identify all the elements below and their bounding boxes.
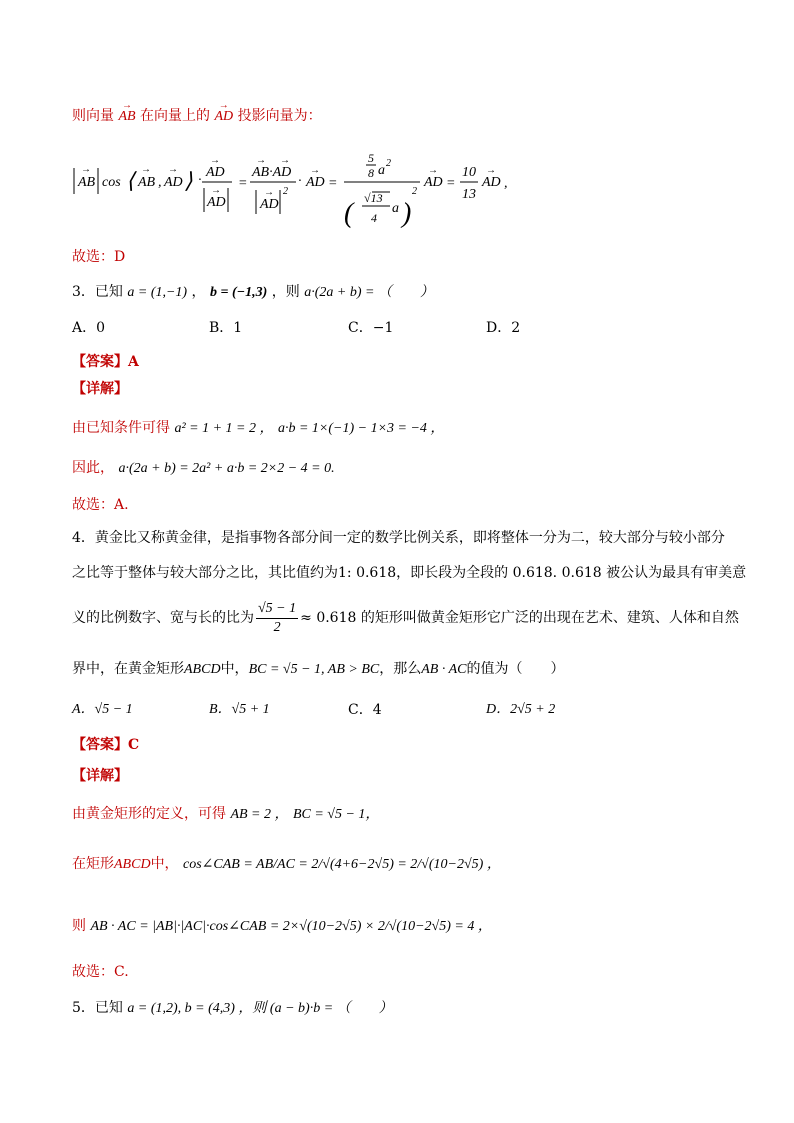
- svg-text:,: ,: [158, 175, 162, 190]
- q3-sol2-math: a·(2a + b) = 2a² + a·b = 2×2 − 4 = 0.: [118, 461, 335, 476]
- q4-answer: 【答案】C: [72, 737, 140, 753]
- q5-expression: a = (1,2), b = (4,3) ，则 (a − b)·b = （ ）: [127, 1001, 393, 1016]
- intro-text: 则向量: [72, 108, 114, 124]
- q4-line-4: [72, 659, 564, 680]
- projection-formula-svg: [72, 150, 532, 234]
- q4-line4-text-a: 界中，在黄金矩形: [72, 661, 184, 677]
- svg-text:AD: AD: [424, 175, 443, 190]
- q3-a-vector: a = (1,−1): [127, 285, 188, 300]
- svg-text:a: a: [392, 201, 399, 216]
- q4-line4-text-c: 中，: [220, 661, 249, 677]
- svg-text:AD: AD: [207, 195, 226, 210]
- q3-option-c: C．−1: [348, 320, 394, 336]
- q4-line4-rect: ABCD: [184, 662, 221, 677]
- svg-text:AD: AD: [306, 175, 325, 190]
- q3-stem: 3．已知 a = (1,−1) ， b = (−1,3) ，则 a·(2a + b) = （ ）: [72, 284, 434, 300]
- svg-text:→: →: [256, 155, 266, 166]
- q5-stem-label: 5．已知: [72, 1000, 123, 1016]
- svg-text:13: 13: [462, 187, 476, 202]
- q4-line3-text-a: 义的比例数字、宽与长的比为: [72, 610, 254, 626]
- q4-sol2-text-a: 在矩形: [72, 856, 114, 872]
- svg-text:⟨: ⟨: [126, 168, 135, 193]
- choice-d: 故选：D: [72, 249, 126, 265]
- q4-option-c: C．4: [348, 702, 382, 718]
- svg-text:√13: √13: [364, 191, 383, 205]
- svg-text:AD: AD: [164, 175, 183, 190]
- q3-sol1-math-a: a² = 1 + 1 = 2 ，: [174, 421, 274, 436]
- svg-text:AD: AD: [260, 197, 279, 212]
- svg-text:=: =: [446, 176, 456, 191]
- intro-end-text: 投影向量为：: [237, 108, 322, 124]
- fraction-numerator: √5 − 1: [256, 600, 298, 619]
- svg-text:⟩: ⟩: [184, 168, 193, 193]
- intro-mid-text: 在向量上的: [140, 108, 211, 124]
- svg-text:5: 5: [368, 151, 374, 165]
- q4-line4-text-e: ，那么: [379, 661, 422, 677]
- golden-ratio-fraction: [256, 600, 298, 637]
- q3-option-d: D．2: [486, 320, 521, 336]
- q3-stem-label: 3．已知: [72, 284, 123, 300]
- q4-sol2-rect: ABCD: [114, 857, 151, 872]
- svg-text:AB: AB: [78, 175, 96, 190]
- svg-text:AB: AB: [138, 175, 156, 190]
- q4-detail-heading: 【详解】: [72, 768, 128, 784]
- q3-option-a: A．0: [72, 320, 106, 336]
- q4-sol3-math: AB · AC = |AB|·|AC|·cos∠CAB = 2×√(10−2√5) × 2/√(10−2√5) = 4 ，: [90, 919, 492, 934]
- svg-text:→: →: [211, 185, 221, 196]
- q3-answer: 【答案】A: [72, 354, 139, 370]
- svg-text:→: →: [310, 165, 320, 176]
- svg-text:2: 2: [386, 158, 391, 169]
- svg-text:→: →: [168, 164, 178, 175]
- q4-line-2: 之比等于整体与较大部分之比，其比值约为1: 0.618，即长段为全段的 0.618. 0.618 被公认为最具有审美意: [72, 565, 747, 581]
- svg-text:→: →: [486, 165, 496, 176]
- svg-text:8: 8: [368, 166, 374, 180]
- q4-sol1-bc: BC = √5 − 1，: [292, 807, 380, 822]
- fraction-denominator: 2: [273, 619, 281, 635]
- q4-choice: 故选：C.: [72, 964, 129, 980]
- q3-option-b: B．1: [209, 320, 243, 336]
- svg-text:a: a: [378, 163, 385, 178]
- svg-text:→: →: [81, 164, 91, 175]
- q3-detail-heading: 【详解】: [72, 381, 128, 397]
- q3-solution-2: [72, 458, 335, 479]
- q4-sol1-ab: AB = 2 ，: [230, 807, 289, 822]
- q4-sol1-text: 由黄金矩形的定义，可得: [72, 806, 226, 822]
- svg-text:→: →: [428, 165, 438, 176]
- svg-text:(: (: [344, 198, 354, 229]
- svg-text:AD: AD: [206, 165, 225, 180]
- svg-text:·: ·: [198, 173, 202, 188]
- svg-text:→: →: [264, 187, 274, 198]
- svg-text:=: =: [328, 176, 338, 191]
- q3-expression: a·(2a + b) = （ ）: [304, 285, 434, 300]
- svg-text:10: 10: [462, 165, 476, 180]
- q4-line-3: [72, 598, 739, 638]
- vector-ad: → AD: [214, 107, 233, 127]
- svg-text:): ): [402, 198, 412, 229]
- svg-text:·: ·: [298, 174, 302, 189]
- q3-sol2-text: 因此，: [72, 460, 114, 476]
- q3-solution-1: [72, 418, 444, 439]
- q3-choice: 故选：A.: [72, 497, 129, 513]
- q3-sol1-text: 由已知条件可得: [72, 420, 170, 436]
- q4-option-b: B．√5 + 1: [209, 702, 270, 717]
- q4-line4-dot-product: AB · AC: [421, 662, 467, 677]
- svg-text:→: →: [141, 164, 151, 175]
- svg-text:→: →: [210, 155, 220, 166]
- q4-line-1: 4．黄金比又称黄金律，是指事物各部分间一定的数学比例关系，即将整体一分为二，较大部分与较小部分: [72, 530, 725, 546]
- svg-text:2: 2: [412, 186, 417, 197]
- q4-solution-3: [72, 916, 492, 937]
- q5-stem: [72, 998, 393, 1019]
- svg-text:,: ,: [504, 176, 508, 191]
- q4-solution-1: [72, 804, 379, 825]
- vector-ab: → AB: [118, 107, 135, 127]
- svg-text:=: =: [238, 176, 248, 191]
- svg-text:AD: AD: [482, 175, 501, 190]
- q4-sol2-text-c: 中，: [150, 856, 179, 872]
- svg-text:AB·AD: AB·AD: [252, 165, 292, 180]
- svg-text:→: →: [280, 155, 290, 166]
- q4-line3-text-b: ≈ 0.618 的矩形叫做黄金矩形它广泛的出现在艺术、建筑、人体和自然: [300, 610, 739, 626]
- q4-solution-2: [72, 854, 501, 875]
- projection-intro: [72, 106, 322, 127]
- q3-ask: ，则: [271, 284, 300, 300]
- q4-sol2-cos: cos∠CAB = AB/AC = 2/√(4+6−2√5) = 2/√(10−2√5) ，: [183, 857, 501, 872]
- svg-text:2: 2: [283, 186, 288, 197]
- q3-sol1-math-b: a·b = 1×(−1) − 1×3 = −4 ，: [277, 421, 445, 436]
- svg-text:cos: cos: [102, 175, 121, 190]
- q4-line4-condition: BC = √5 − 1, AB > BC: [248, 662, 380, 677]
- q4-sol3-text: 则: [72, 918, 86, 934]
- q4-line4-text-g: 的值为（ ）: [466, 661, 565, 677]
- q4-option-d: D．2√5 + 2: [486, 702, 556, 717]
- svg-text:4: 4: [371, 211, 377, 225]
- q4-option-a: A．√5 − 1: [72, 702, 133, 717]
- q3-b-vector: b = (−1,3): [210, 285, 268, 300]
